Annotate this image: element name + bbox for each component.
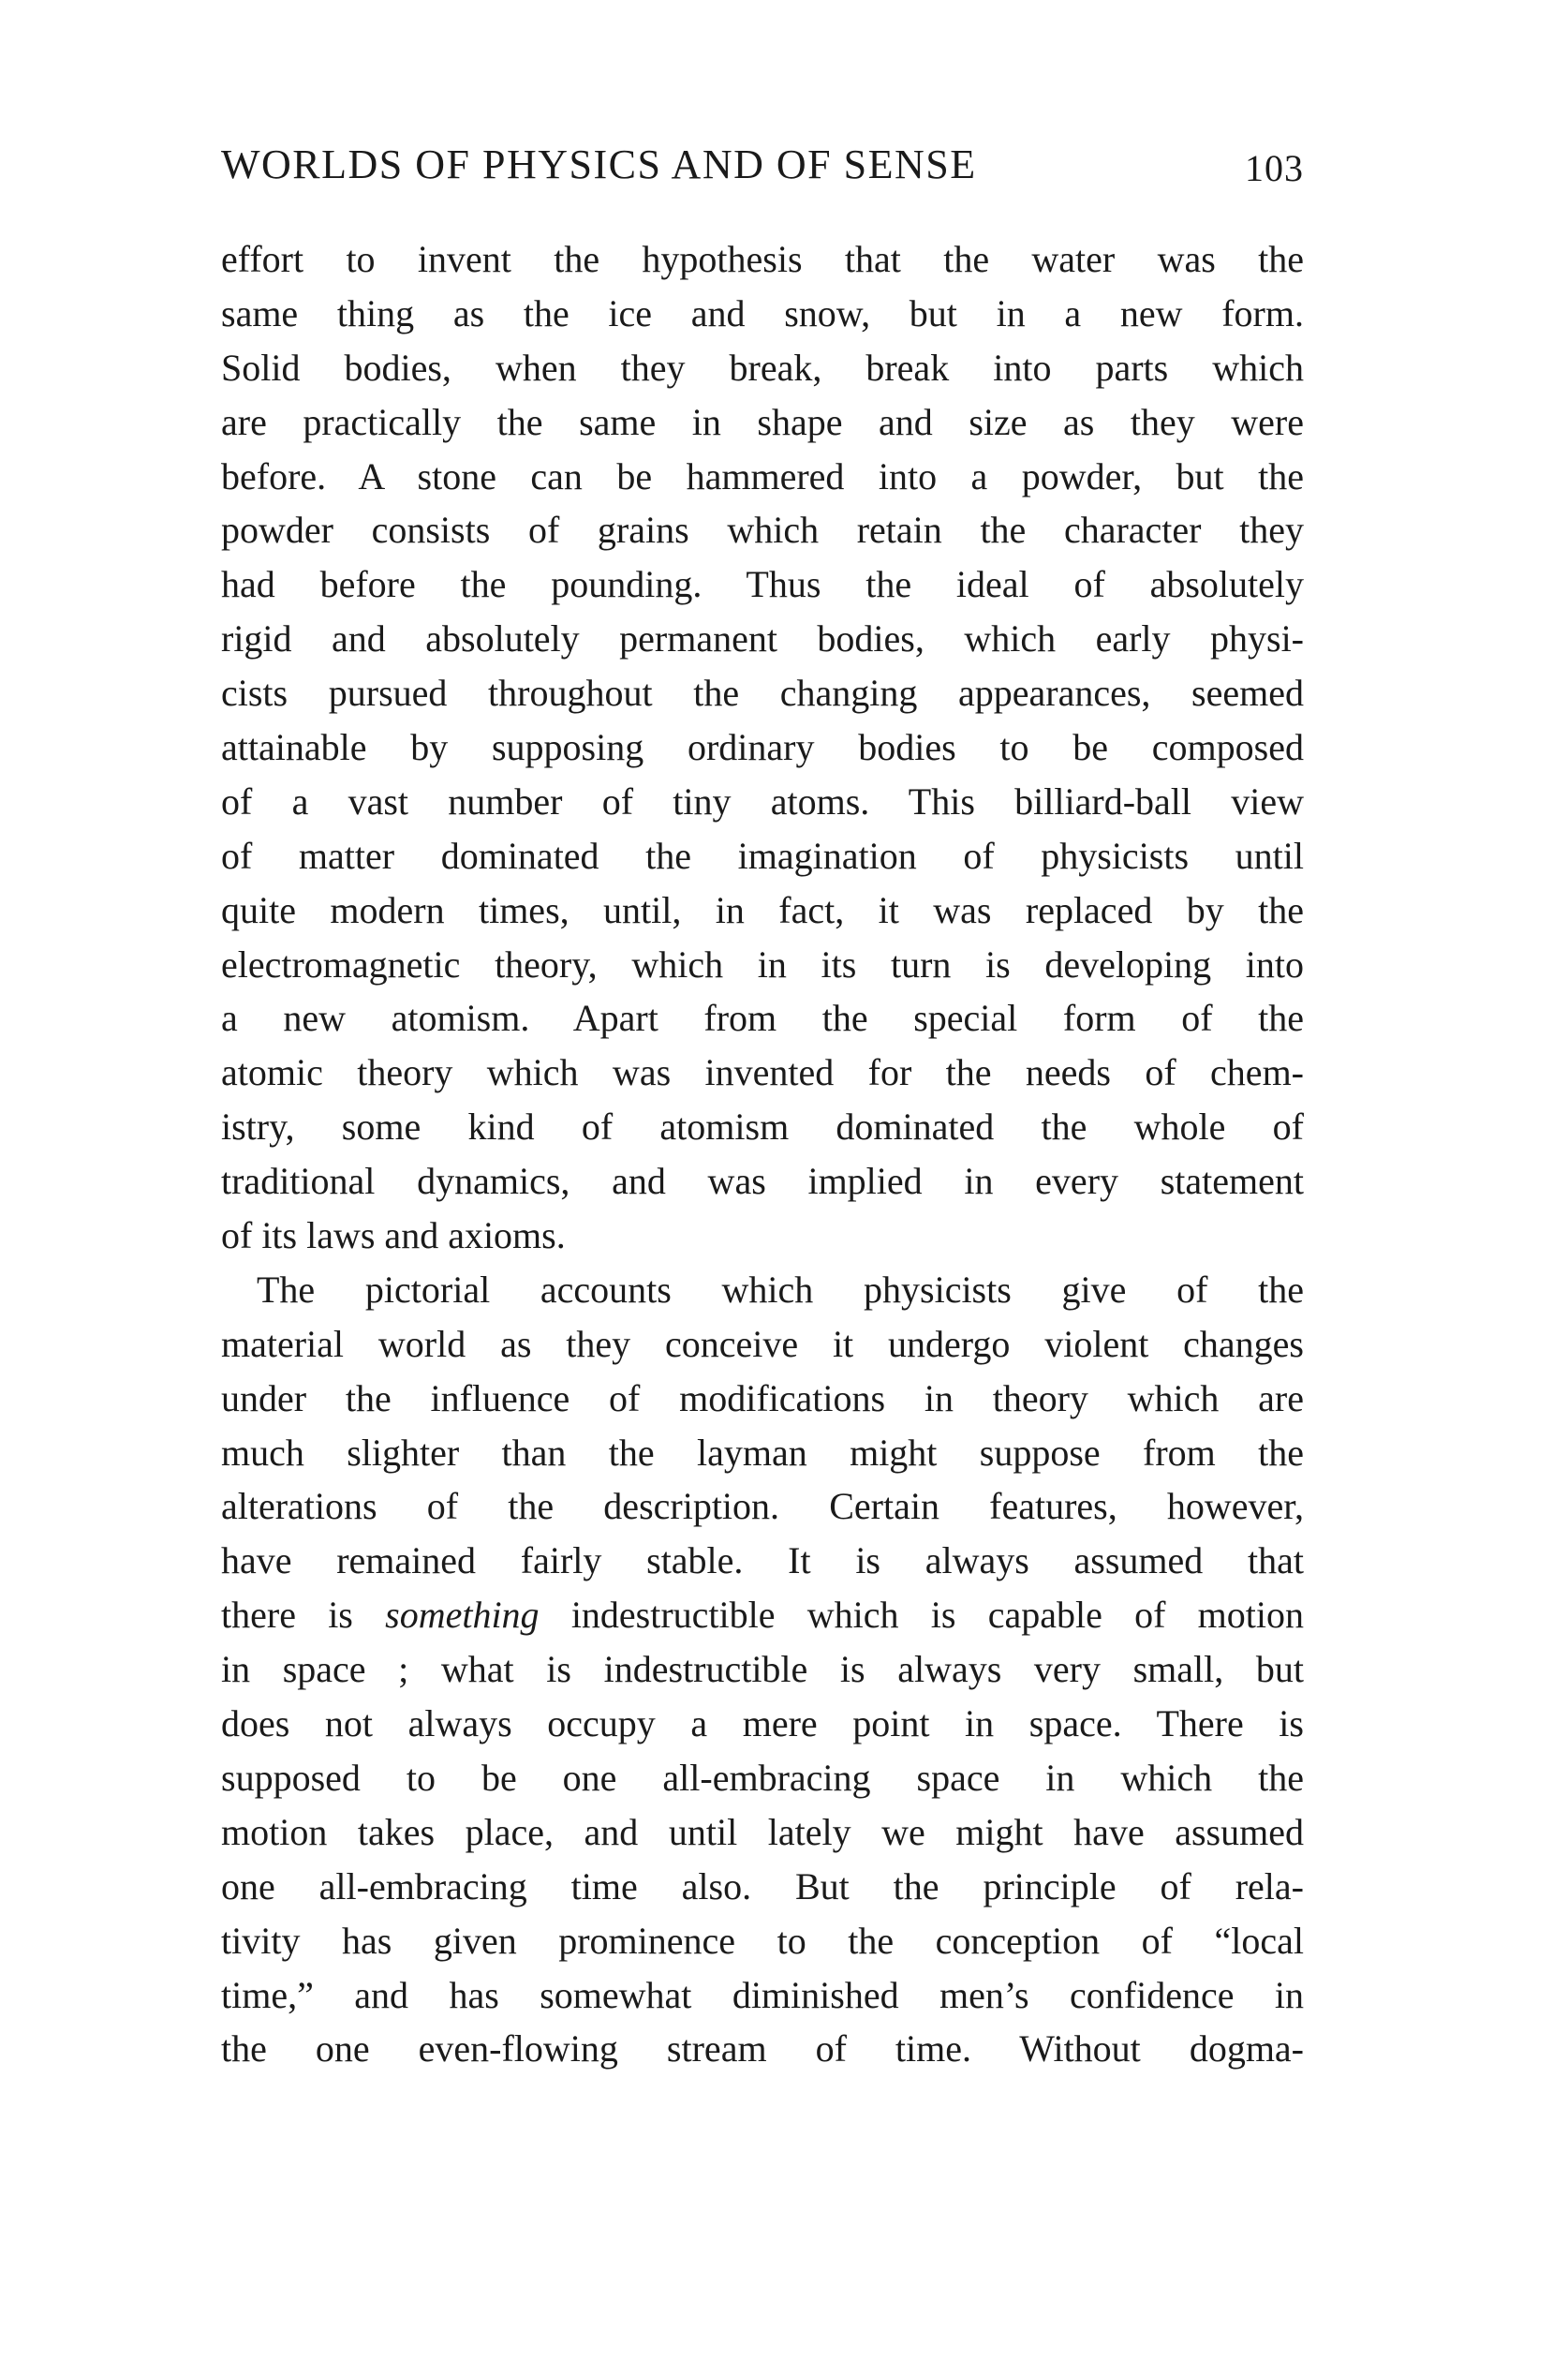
text-line: attainable by supposing ordinary bodies to be composed <box>221 726 1304 769</box>
text-segment: indestructible which is capable of motion <box>539 1594 1304 1637</box>
text-line: time,” and has somewhat diminished men’s confidence in <box>221 1973 1304 2016</box>
text-line: tivity has given prominence to the conception of “local <box>221 1919 1304 1962</box>
text-line: rigid and absolutely permanent bodies, which early physi- <box>221 617 1304 661</box>
text-line: of its laws and axioms. <box>221 1214 566 1257</box>
text-line: traditional dynamics, and was implied in every statement <box>221 1160 1304 1203</box>
text-segment: there is <box>221 1594 386 1637</box>
text-line: under the influence of modifications in theory which are <box>221 1376 1304 1419</box>
text-line: does not always occupy a mere point in space. There is <box>221 1702 1304 1745</box>
text-line: the one even-flowing stream of time. Without dogma- <box>221 2027 1304 2071</box>
text-line: supposed to be one all-embracing space in which the <box>221 1756 1304 1799</box>
text-line: motion takes place, and until lately we might have assumed <box>221 1810 1304 1853</box>
text-line: The pictorial accounts which physicists give of the <box>257 1268 1304 1311</box>
running-header <box>221 141 1304 197</box>
text-line: one all-embracing time also. But the principle of rela- <box>221 1864 1304 1907</box>
text-line: Solid bodies, when they break, break into parts which <box>221 346 1304 389</box>
text-line: had before the pounding. Thus the ideal of absolutely <box>221 563 1304 606</box>
text-line <box>221 1588 1304 1642</box>
text-line: have remained fairly stable. It is always assumed that <box>221 1539 1304 1582</box>
text-line: material world as they conceive it undergo violent changes <box>221 1322 1304 1365</box>
text-line: istry, some kind of atomism dominated the whole of <box>221 1106 1304 1149</box>
text-line: a new atomism. Apart from the special form of the <box>221 997 1304 1040</box>
text-line: cists pursued throughout the changing appearances, seemed <box>221 672 1304 715</box>
text-line: alterations of the description. Certain features, however, <box>221 1485 1304 1528</box>
text-line: powder consists of grains which retain the character they <box>221 509 1304 552</box>
italic-emphasis: something <box>385 1594 540 1637</box>
text-line: of matter dominated the imagination of physicists until <box>221 834 1304 877</box>
text-line: much slighter than the layman might suppose from the <box>221 1431 1304 1474</box>
text-line: atomic theory which was invented for the needs of chem- <box>221 1051 1304 1094</box>
body-text <box>221 232 1304 2076</box>
running-title: WORLDS OF PHYSICS AND OF SENSE <box>221 141 977 187</box>
text-line: before. A stone can be hammered into a powder, but the <box>221 454 1304 497</box>
text-line: same thing as the ice and snow, but in a new form. <box>221 291 1304 334</box>
text-line: electromagnetic theory, which in its turn is developing into <box>221 943 1304 986</box>
text-line: quite modern times, until, in fact, it was replaced by the <box>221 888 1304 931</box>
text-line: in space ; what is indestructible is always very small, but <box>221 1648 1304 1691</box>
text-line: are practically the same in shape and size as they were <box>221 400 1304 443</box>
page-number: 103 <box>1245 147 1304 189</box>
text-line: effort to invent the hypothesis that the water was the <box>221 238 1304 280</box>
text-line: of a vast number of tiny atoms. This billiard-ball view <box>221 779 1304 823</box>
